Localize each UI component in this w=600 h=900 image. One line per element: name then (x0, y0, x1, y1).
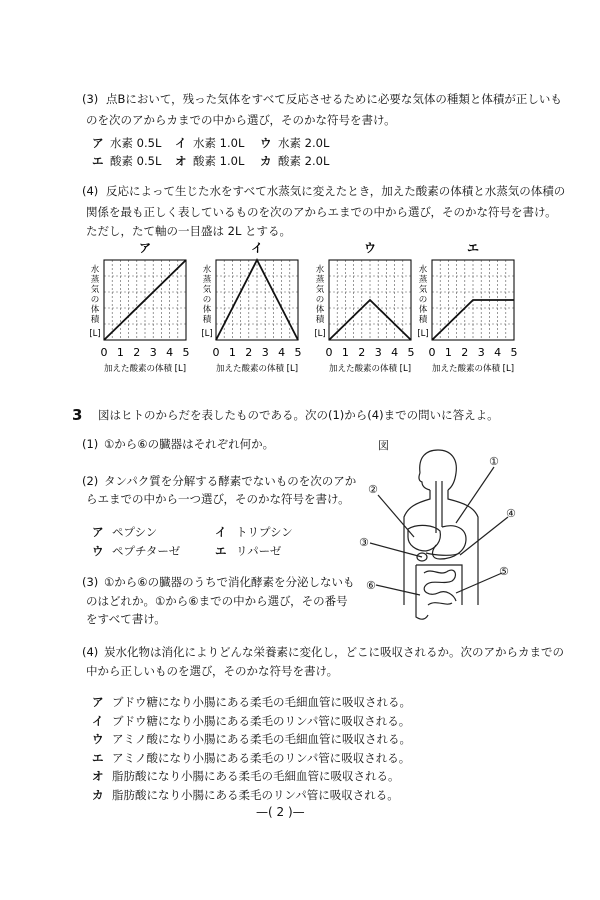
q3-option-text: 水素 1.0L (193, 136, 245, 150)
y-axis-label-char: 水 (202, 265, 212, 275)
s3-q4-line-2: 中から正しいものを選び，そのかな符号を書け。 (86, 664, 339, 678)
graph-1 (89, 241, 189, 374)
s3-q2-option-key: ア (92, 525, 104, 539)
head-outline (420, 450, 457, 490)
s3-q2-number: (2) (82, 474, 99, 488)
q4-number: (4) (82, 184, 99, 198)
s3-q4-option-text: 脂肪酸になり小腸にある柔毛の毛細血管に吸収される。 (112, 769, 400, 783)
y-axis-unit: [L] (201, 329, 213, 339)
s3-q3-line-3: をすべて書け。 (86, 612, 166, 626)
q4-line-2: 関係を最も正しく表しているものを次のアからエまでの中から選び，そのかな符号を書け。 (86, 205, 557, 219)
s3-q4-option-key: カ (92, 787, 104, 802)
s3-q3-line-2: のはどれか。①から⑥までの中から選び，その番号 (86, 594, 348, 608)
y-axis-label-char: の (202, 295, 212, 305)
figure-label: 図 (378, 439, 389, 452)
y-axis-label-char: 蒸 (202, 275, 212, 285)
y-axis-unit: [L] (314, 329, 326, 339)
organ-label-4: ④ (506, 507, 516, 520)
y-axis-label-char: の (418, 295, 428, 305)
q4-line-1: 反応によって生じた水をすべて水蒸気に変えたとき，加えた酸素の体積と水蒸気の体積の (106, 184, 566, 198)
q3-line-1: 点Bにおいて，残った気体をすべて反応させるために必要な気体の種類と体積が正しいも (106, 92, 562, 106)
y-axis-label-char: 水 (90, 265, 100, 275)
graph-title: ア (138, 241, 152, 255)
s3-q4-option-text: ブドウ糖になり小腸にある柔毛のリンパ管に吸収される。 (112, 713, 411, 728)
x-axis-label: 加えた酸素の体積 [L] (103, 364, 187, 374)
organ-label-6: ⑥ (366, 579, 376, 592)
graph-title: イ (250, 241, 264, 255)
x-tick-label: 2 (461, 346, 469, 359)
page-number: —( 2 )— (256, 805, 305, 819)
q3-line-2: のを次のアからカまでの中から選び，そのかな符号を書け。 (86, 113, 396, 127)
q3-option-key: ウ (260, 136, 272, 150)
x-tick-label: 5 (294, 346, 302, 359)
y-axis-unit: [L] (89, 329, 101, 339)
x-axis-label: 加えた酸素の体積 [L] (431, 364, 515, 374)
y-axis-label-char: 体 (90, 305, 100, 315)
s3-q2-option-text: トリプシン (236, 525, 293, 539)
oxygen-steam-graphs (0, 238, 600, 388)
x-tick-label: 1 (228, 346, 236, 359)
s3-q4-option-key: エ (92, 750, 104, 765)
x-tick-label: 1 (341, 346, 349, 359)
s3-q4-number: (4) (82, 645, 99, 659)
q3-option-key: カ (260, 154, 272, 168)
organ-label-5: ⑤ (499, 565, 509, 578)
s3-q4-option-key: ウ (92, 732, 104, 746)
graph-4 (417, 241, 517, 374)
s3-q4-option-text: ブドウ糖になり小腸にある柔毛の毛細血管に吸収される。 (112, 695, 411, 709)
y-axis-label-char: 蒸 (418, 275, 428, 285)
s3-q4-option-text: アミノ酸になり小腸にある柔毛のリンパ管に吸収される。 (112, 750, 411, 765)
s3-q3-number: (3) (82, 575, 99, 589)
organ-label-1: ① (489, 455, 499, 468)
y-axis-label-char: 水 (418, 265, 428, 275)
x-tick-label: 1 (116, 346, 124, 359)
q3-number: (3) (82, 92, 99, 106)
s3-q2-option-key: ウ (92, 544, 104, 558)
left-body-outline (404, 490, 430, 605)
y-axis-label-char: 体 (418, 305, 428, 315)
s3-q4-option-key: イ (92, 713, 104, 728)
x-tick-label: 3 (149, 346, 157, 359)
y-axis-label-char: 蒸 (315, 275, 325, 285)
s3-q2-line-1: タンパク質を分解する酵素でないものを次のアか (104, 474, 357, 488)
x-tick-label: 2 (358, 346, 366, 359)
s3-q2-option-text: ペプチターゼ (112, 544, 181, 558)
y-axis-label-char: 気 (315, 285, 325, 295)
q3-option-text: 酸素 1.0L (193, 154, 245, 168)
x-axis-label: 加えた酸素の体積 [L] (328, 364, 412, 374)
s3-q2-option-key: エ (215, 544, 227, 558)
s3-q4-option-key: オ (92, 769, 104, 783)
s3-q1-text: ①から⑥の臓器はそれぞれ何か。 (104, 437, 275, 451)
s3-q4-option-text: アミノ酸になり小腸にある柔毛の毛細血管に吸収される。 (112, 732, 411, 746)
q3-option-text: 水素 2.0L (278, 136, 330, 150)
graph-3 (314, 241, 414, 374)
section-number: 3 (72, 406, 83, 424)
y-axis-label-char: の (90, 295, 100, 305)
q3-option-text: 水素 0.5L (110, 136, 162, 150)
y-axis-label-char: 体 (202, 305, 212, 315)
human-body-figure (356, 445, 536, 635)
x-tick-label: 0 (212, 346, 220, 359)
x-tick-label: 5 (182, 346, 190, 359)
x-tick-label: 3 (261, 346, 269, 359)
x-tick-label: 4 (494, 346, 502, 359)
s3-q4-option-key: ア (92, 695, 104, 709)
y-axis-label-char: 蒸 (90, 275, 100, 285)
q3-option-key: ア (92, 136, 104, 150)
y-axis-label-char: の (315, 295, 325, 305)
pancreas (426, 553, 460, 555)
x-tick-label: 3 (374, 346, 382, 359)
graph-title: エ (466, 241, 480, 255)
section-intro: 図はヒトのからだを表したものである。次の(1)から(4)までの問いに答えよ。 (98, 408, 499, 422)
y-axis-label-char: 積 (202, 315, 212, 325)
s3-q2-option-key: イ (215, 525, 227, 539)
s3-q3-line-1: ①から⑥の臓器のうちで消化酵素を分泌しないも (104, 575, 355, 589)
organ-label-3: ③ (359, 536, 369, 549)
right-body-outline (448, 490, 478, 605)
organ-label-2: ② (368, 483, 378, 496)
s3-q2-option-text: リパーゼ (236, 544, 282, 558)
s3-q2-option-text: ペプシン (112, 525, 158, 539)
y-axis-label-char: 積 (315, 315, 325, 325)
x-tick-label: 4 (166, 346, 174, 359)
q3-option-text: 酸素 0.5L (110, 154, 162, 168)
q3-option-key: オ (175, 154, 187, 168)
x-tick-label: 4 (391, 346, 399, 359)
esophagus (436, 481, 442, 533)
y-axis-unit: [L] (417, 329, 429, 339)
x-tick-label: 0 (325, 346, 333, 359)
graph-2 (201, 241, 301, 374)
x-tick-label: 4 (278, 346, 286, 359)
x-tick-label: 5 (407, 346, 415, 359)
q3-option-key: イ (175, 136, 187, 150)
y-axis-label-char: 積 (90, 315, 100, 325)
x-tick-label: 2 (133, 346, 141, 359)
y-axis-label-char: 気 (418, 285, 428, 295)
x-tick-label: 5 (510, 346, 518, 359)
x-tick-label: 1 (444, 346, 452, 359)
x-axis-label: 加えた酸素の体積 [L] (215, 364, 299, 374)
x-tick-label: 2 (245, 346, 253, 359)
s3-q4-line-1: 炭水化物は消化によりどんな栄養素に変化し，どこに吸収されるか。次のアからカまでの (104, 645, 564, 659)
q3-option-text: 酸素 2.0L (278, 154, 330, 168)
s3-q1-number: (1) (82, 437, 99, 451)
small-intestine (424, 570, 456, 605)
x-tick-label: 3 (477, 346, 485, 359)
y-axis-label-char: 積 (418, 315, 428, 325)
q3-option-key: エ (92, 154, 104, 168)
y-axis-label-char: 体 (315, 305, 325, 315)
s3-q4-option-text: 脂肪酸になり小腸にある柔毛のリンパ管に吸収される。 (112, 787, 399, 802)
graph-title: ウ (363, 241, 377, 255)
s3-q2-line-2: らエまでの中から一つ選び，そのかな符号を書け。 (86, 492, 350, 506)
y-axis-label-char: 水 (315, 265, 325, 275)
y-axis-label-char: 気 (90, 285, 100, 295)
q4-line-3: ただし，たて軸の一目盛は 2L とする。 (86, 224, 292, 238)
x-tick-label: 0 (100, 346, 108, 359)
y-axis-label-char: 気 (202, 285, 212, 295)
x-tick-label: 0 (428, 346, 436, 359)
